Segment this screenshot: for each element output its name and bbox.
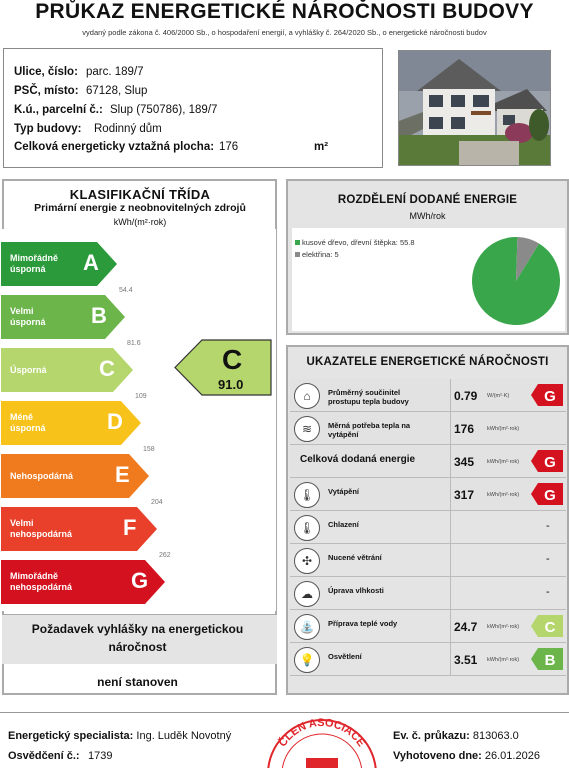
indicator-unit: kWh/(m²·rok) (487, 624, 520, 630)
ev-label: Ev. č. průkazu: (393, 730, 470, 742)
ev-value: 813063.0 (472, 730, 519, 742)
class-label-mimoradne-usporna: Mimořádně úsporná (10, 253, 59, 274)
class-threshold-d: 158 (143, 446, 155, 453)
street-value: parc. 189/7 (86, 66, 144, 78)
class-letter-f: F (123, 515, 137, 540)
class-letter-a: A (83, 250, 99, 275)
area-value: 176 (219, 141, 239, 153)
indicator-divider (450, 445, 451, 478)
indicator-divider (450, 643, 451, 676)
indicator-value: 317 (454, 488, 475, 502)
type-value: Rodinný dům (94, 123, 162, 135)
indicator-divider (450, 544, 451, 577)
legend-swatch-wood (295, 240, 300, 245)
page-title: PRŮKAZ ENERGETICKÉ NÁROČNOSTI BUDOVY (35, 0, 534, 23)
legend-item-electricity (295, 250, 339, 259)
requirement-line-1: Požadavek vyhlášky na energetickou (31, 622, 244, 636)
indicator-row-celkova-dodana-energie (290, 445, 566, 478)
indicator-grade-badge (530, 449, 564, 473)
indicator-row-osvetleni (290, 643, 566, 676)
indicator-row-vytapeni (290, 478, 566, 511)
indicator-row-chlazeni (290, 511, 566, 544)
class-letter-e: E (115, 462, 130, 487)
indicator-grade-letter: B (544, 652, 556, 669)
area-unit: m² (314, 141, 329, 153)
class-label-mimoradne-nehospodarna: Mimořádně nehospodárná (10, 571, 73, 592)
indicator-row-nucene-vetrani (290, 544, 566, 577)
indicator-divider (450, 412, 451, 445)
indicator-grade-badge (530, 614, 564, 638)
indicator-unit: kWh/(m²·rok) (487, 426, 520, 432)
legend-label-electricity: elektřina: 5 (302, 250, 339, 259)
indicator-row-uprava-vlhkosti (290, 577, 566, 610)
indicator-divider (450, 511, 451, 544)
indicator-value: 176 (454, 422, 475, 436)
indicator-grade-letter: G (544, 487, 556, 504)
faucet-icon: ⛲ (294, 614, 320, 640)
footer-divider (0, 712, 569, 713)
indicator-label: Vytápění (328, 487, 359, 496)
classification-unit: kWh/(m²·rok) (113, 217, 167, 227)
page-subtitle: vydaný podle zákona č. 406/2000 Sb., o hospodaření energií, a vyhlášky č. 264/2020 Sb., o energetické náročnosti budov (82, 28, 487, 37)
ku-label: K.ú., parcelní č.: (14, 104, 103, 116)
specialist-label: Energetický specialista: (8, 730, 134, 742)
indicator-grade-badge (530, 482, 564, 506)
indicator-grade-empty: - (546, 520, 550, 532)
street-label: Ulice, číslo: (14, 66, 78, 78)
class-label-velmi-usporna: Velmi úsporná (10, 306, 46, 327)
ev-row (393, 730, 519, 742)
class-letter-b: B (91, 303, 107, 328)
indicator-label: Celková dodaná energie (300, 454, 416, 465)
lightbulb-icon: 💡 (294, 647, 320, 673)
indicator-row-merna-potreba-tepla-na-vytapeni (290, 412, 566, 445)
requirement-line-2: náročnost (108, 640, 167, 654)
indicator-grade-letter: G (544, 388, 556, 405)
specialist-row (8, 730, 231, 742)
class-label-usporna: Úsporná (10, 365, 47, 375)
indicator-grade-letter: C (544, 619, 556, 636)
indicators-title: UKAZATELE ENERGETICKÉ NÁROČNOSTI (306, 356, 549, 368)
distribution-title: ROZDĚLENÍ DODANÉ ENERGIE (337, 194, 518, 206)
classification-subtitle: Primární energie z neobnovitelných zdrojů (34, 202, 246, 214)
humidity-icon: ☁ (294, 581, 320, 607)
psc-value: 67128, Slup (86, 85, 148, 97)
psc-label: PSČ, místo: (14, 85, 79, 97)
indicator-value: 345 (454, 455, 475, 469)
class-label-nehospodarna: Nehospodárná (10, 471, 74, 481)
class-threshold-a: 54.4 (119, 287, 133, 294)
indicator-unit: kWh/(m²·rok) (487, 459, 520, 465)
cert-row (8, 750, 113, 762)
indicator-divider (450, 610, 451, 643)
rating-letter: C (222, 344, 243, 375)
fan-icon: ✣ (294, 548, 320, 574)
indicator-label: Průměrný součinitel prostupu tepla budovy (328, 388, 409, 406)
date-value: 26.01.2026 (484, 750, 540, 762)
indicator-grade-letter: G (544, 454, 556, 471)
class-letter-g: G (131, 568, 149, 593)
indicator-label: Měrná potřeba tepla na vytápění (328, 421, 411, 439)
thermometer-icon: 🌡 (294, 515, 320, 541)
indicator-row-priprava-teple-vody (290, 610, 566, 643)
type-label: Typ budovy: (14, 123, 82, 135)
class-letter-d: D (107, 409, 123, 434)
indicator-grade-badge (530, 383, 564, 407)
energy-pie-chart (470, 235, 562, 327)
indicator-unit: kWh/(m²·rok) (487, 657, 520, 663)
indicator-unit: W/(m²·K) (487, 393, 510, 399)
indicator-label: Nucené větrání (328, 553, 382, 562)
class-label-velmi-nehospodarna: Velmi nehospodárná (10, 518, 73, 539)
indicator-value: 3.51 (454, 653, 478, 667)
class-threshold-b: 81.6 (127, 340, 141, 347)
heat-waves-icon: ≋ (294, 416, 320, 442)
indicator-divider (450, 478, 451, 511)
cert-value: 1739 (88, 750, 113, 762)
indicator-grade-empty: - (546, 553, 550, 565)
area-label: Celková energeticky vztažná plocha: (14, 141, 215, 153)
class-letter-c: C (99, 356, 115, 381)
ku-value: Slup (750786), 189/7 (110, 104, 218, 116)
indicator-label: Úprava vlhkosti (328, 586, 384, 595)
house-icon: ⌂ (294, 383, 320, 409)
indicator-grade-badge (530, 647, 564, 671)
distribution-unit: MWh/rok (409, 211, 446, 221)
svg-text:ČLEN ASOCIACE (276, 717, 367, 749)
cert-label: Osvědčení č.: (8, 750, 80, 762)
indicator-label: Osvětlení (328, 652, 362, 661)
indicator-divider (450, 577, 451, 610)
class-threshold-f: 262 (159, 552, 171, 559)
class-threshold-c: 109 (135, 393, 147, 400)
indicator-value: 0.79 (454, 389, 478, 403)
indicator-row-prumerny-soucinitel-prostupu-tepla-budovy (290, 379, 566, 412)
indicator-grade-empty: - (546, 586, 550, 598)
legend-swatch-electricity (295, 252, 300, 257)
stamp-text: ČLEN ASOCIACE (276, 716, 368, 750)
indicator-label: Chlazení (328, 520, 359, 529)
date-label: Vyhotoveno dne: (393, 750, 482, 762)
legend-label-wood: kusové dřevo, dřevní štěpka: 55.8 (302, 238, 415, 247)
indicator-unit: kWh/(m²·rok) (487, 492, 520, 498)
indicator-divider (450, 379, 451, 412)
legend-item-wood (295, 238, 415, 247)
rating-value: 91.0 (218, 377, 244, 392)
indicator-value: 24.7 (454, 620, 478, 634)
date-row (393, 750, 540, 762)
specialist-value: Ing. Luděk Novotný (136, 730, 232, 742)
requirement-status: není stanoven (97, 675, 178, 689)
classification-title: KLASIFIKAČNÍ TŘÍDA (69, 187, 211, 202)
class-threshold-e: 204 (151, 499, 163, 506)
class-label-mene-usporna: Méně úsporná (10, 412, 46, 433)
association-stamp (262, 714, 382, 768)
thermometer-plus-icon: 🌡 (294, 482, 320, 508)
indicator-label: Příprava teplé vody (328, 619, 398, 628)
